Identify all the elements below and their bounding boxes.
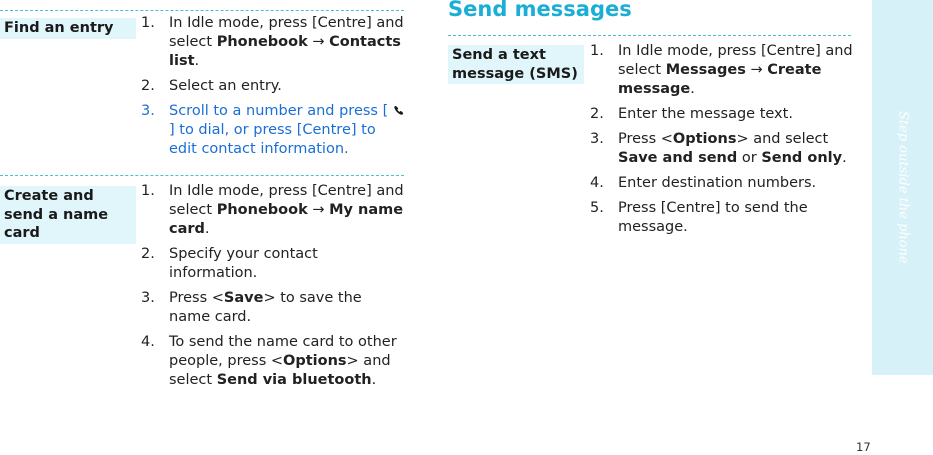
step-text [618, 106, 793, 122]
step-number: 2. [590, 106, 604, 122]
step-fragment: In Idle mode, press [Centre] and select [169, 15, 404, 50]
step-fragment: → [307, 34, 330, 50]
step-number: 5. [590, 200, 604, 216]
step-text [169, 246, 318, 281]
bold-term: Send via bluetooth [216, 372, 372, 388]
bold-term: My name card [169, 202, 404, 237]
step-text [169, 290, 362, 325]
step-text [169, 183, 404, 237]
step-number: 4. [141, 334, 155, 350]
step-item [141, 102, 406, 159]
bold-term: Options [672, 131, 737, 147]
step-fragment: . [842, 150, 847, 166]
step-fragment: Press < [169, 290, 224, 306]
step-item [590, 199, 856, 237]
bold-term: Phonebook [216, 34, 308, 50]
step-number: 3. [590, 131, 604, 147]
step-fragment: or [737, 150, 762, 166]
step-text [169, 78, 282, 94]
bold-term: Send only [761, 150, 843, 166]
step-text [618, 43, 853, 97]
steps-name-card [141, 182, 406, 396]
step-item [141, 289, 406, 327]
step-fragment: Scroll to a number and press [ [169, 103, 393, 119]
call-icon [393, 103, 405, 115]
section-label-find-entry: Find an entry [0, 18, 136, 39]
step-fragment: . [371, 372, 377, 388]
step-number: 1. [590, 43, 604, 59]
step-fragment: To send the name card to other people, press < [169, 334, 397, 369]
step-item [590, 42, 856, 99]
step-item [141, 182, 406, 239]
step-number: 3. [141, 290, 155, 306]
bold-term: Contacts list [169, 34, 401, 69]
step-text [169, 334, 397, 388]
bold-term: Save and send [618, 150, 738, 166]
step-fragment: → [307, 202, 330, 218]
page-number: 17 [856, 440, 871, 454]
bold-term: Messages [665, 62, 746, 78]
step-item [590, 105, 856, 124]
step-fragment: In Idle mode, press [Centre] and select [618, 43, 853, 78]
step-item [590, 174, 856, 193]
section-label-name-card: Create and send a name card [0, 186, 136, 244]
bold-term: Options [283, 353, 347, 369]
section-label-send-sms: Send a text message (SMS) [448, 45, 584, 84]
step-item [590, 130, 856, 168]
step-fragment: Select an entry. [169, 78, 282, 94]
step-number: 2. [141, 246, 155, 262]
step-text [618, 131, 847, 166]
step-item [141, 77, 406, 96]
steps-send-sms [590, 42, 856, 243]
step-item [141, 333, 406, 390]
step-fragment: → [745, 62, 768, 78]
step-fragment: Enter destination numbers. [618, 175, 817, 191]
step-fragment: Press < [618, 131, 673, 147]
step-fragment: > and select [169, 353, 391, 388]
step-text [169, 103, 405, 157]
bold-term: Phonebook [216, 202, 308, 218]
step-number: 1. [141, 183, 155, 199]
step-item [141, 14, 406, 71]
step-text [618, 175, 816, 191]
step-fragment: Press [Centre] to send the message. [618, 200, 808, 235]
page-title: Send messages [448, 0, 632, 21]
step-fragment: . [194, 53, 200, 69]
step-fragment: . [690, 81, 695, 97]
divider [0, 10, 404, 11]
step-fragment: > and select [736, 131, 829, 147]
step-number: 3. [141, 103, 155, 119]
bold-term: Create message [618, 62, 822, 97]
step-number: 4. [590, 175, 604, 191]
step-fragment: . [204, 221, 210, 237]
step-fragment: ] to dial, or press [Centre] to edit contact information. [169, 122, 376, 157]
step-fragment: Enter the message text. [618, 106, 793, 122]
bold-term: Save [223, 290, 264, 306]
step-text [169, 15, 404, 69]
divider [448, 35, 851, 36]
side-tab-label: Step outside the phone [895, 111, 911, 264]
step-number: 1. [141, 15, 155, 31]
step-number: 2. [141, 78, 155, 94]
step-fragment: > to save the name card. [169, 290, 362, 325]
steps-find-entry [141, 14, 406, 165]
divider [0, 175, 404, 176]
step-fragment: In Idle mode, press [Centre] and select [169, 183, 404, 218]
step-fragment: Specify your contact information. [169, 246, 318, 281]
step-text [618, 200, 808, 235]
step-item [141, 245, 406, 283]
